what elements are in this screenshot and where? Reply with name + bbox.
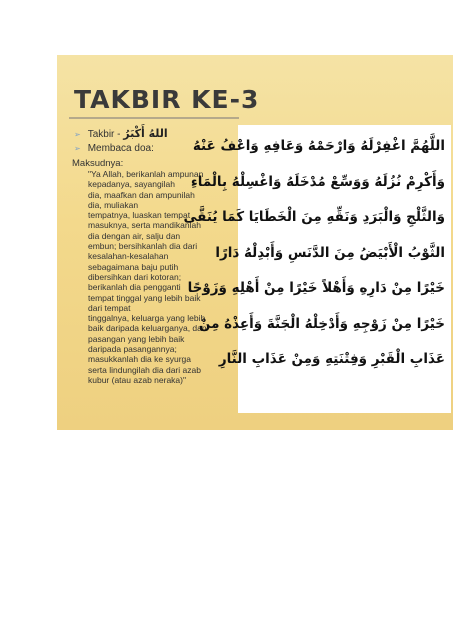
bullet-label: Membaca doa: — [87, 143, 154, 154]
translation-line: pasangan yang lebih baik — [88, 333, 185, 344]
translation-line: kesalahan-kesalahan — [88, 251, 169, 262]
translation-line: baik daripada keluarganya, dan — [88, 323, 207, 334]
translation-line: masuknya, serta mandikanlah — [88, 220, 201, 231]
translation-line: berikanlah dia pengganti — [88, 282, 181, 293]
bullet-arrow-icon: ➢ — [74, 130, 81, 139]
arabic-doa-line: خَيْرًا مِنْ زَوْجِهِ وَأَدْخِلْهُ الْجَنَّةَ وَأَعِذْهُ مِنْ — [198, 315, 445, 332]
translation-line: tinggalnya, keluarga yang lebih — [88, 313, 206, 324]
translation-line: dari tempat — [88, 302, 131, 313]
bullet-label: Takbir - — [87, 129, 124, 140]
arabic-doa-line: عَذَابِ الْقَبْرِ وَفِتْنَتِهِ وَمِنْ عَذَابِ النَّارِ — [218, 351, 445, 367]
translation-line: tempatnya, luaskan tempat — [88, 210, 191, 221]
maksud-label: Maksudnya: — [72, 158, 124, 169]
translation-line: tempat tinggal yang lebih baik — [88, 292, 201, 303]
translation-line: daripada pasangannya; — [88, 344, 177, 355]
translation-line: embun; bersihkanlah dia dari — [88, 241, 198, 252]
translation-line: dibersihkan dari kotoran; — [88, 271, 182, 282]
translation-line: kubur (atau azab neraka)" — [88, 374, 186, 385]
title-underline — [69, 117, 239, 119]
translation-line: dia dengan air, salju dan — [88, 230, 181, 241]
translation-line: dia, muliakan — [88, 199, 139, 210]
translation-line: "Ya Allah, berikanlah ampunan — [88, 169, 204, 179]
arabic-doa-line: الثَّوْبُ الْأَبْيَضُ مِنَ الدَّنَسِ وَأَبْدِلْهُ دَارًا — [215, 244, 445, 261]
bullet-arabic: اللهُ أَكْبَرُ — [123, 127, 168, 140]
bullet-arrow-icon: ➢ — [74, 144, 81, 153]
translation-line: sebagaimana baju putih — [88, 261, 179, 272]
slide-title: TAKBIR KE-3 — [74, 85, 260, 114]
slide — [57, 55, 453, 430]
bullet-takbir — [74, 127, 168, 140]
arabic-doa-line: اللَّهُمَّ اغْفِرْلَهُ وَارْحَمْهُ وَعَافِهِ وَاعْفُ عَنْهُ — [192, 138, 445, 154]
translation-line: serta lindungilah dia dari azab — [88, 364, 201, 375]
arabic-doa-line: وَالثَّلْجِ وَالْبَرَدِ وَنَقِّهِ مِنَ الْخَطَايَا كَمَا يُنَقَّى — [183, 209, 445, 225]
translation-line: masukkanlah dia ke syurga — [88, 354, 192, 365]
translation-line: dia, maafkan dan ampunilah — [88, 189, 195, 200]
arabic-doa-panel — [183, 125, 451, 413]
bullet-doa — [74, 143, 154, 154]
arabic-doa-line: وَأَكْرِمْ نُزُلَهُ وَوَسِّعْ مُدْخَلَهُ وَاغْسِلْهُ بِالْمَاءِ — [190, 173, 445, 190]
translation-line: kepadanya, sayangilah — [88, 179, 175, 190]
arabic-doa-line: خَيْرًا مِنْ دَارِهِ وَأَهْلاً خَيْرًا مِنْ أَهْلِهِ وَزَوْجًا — [187, 280, 445, 296]
